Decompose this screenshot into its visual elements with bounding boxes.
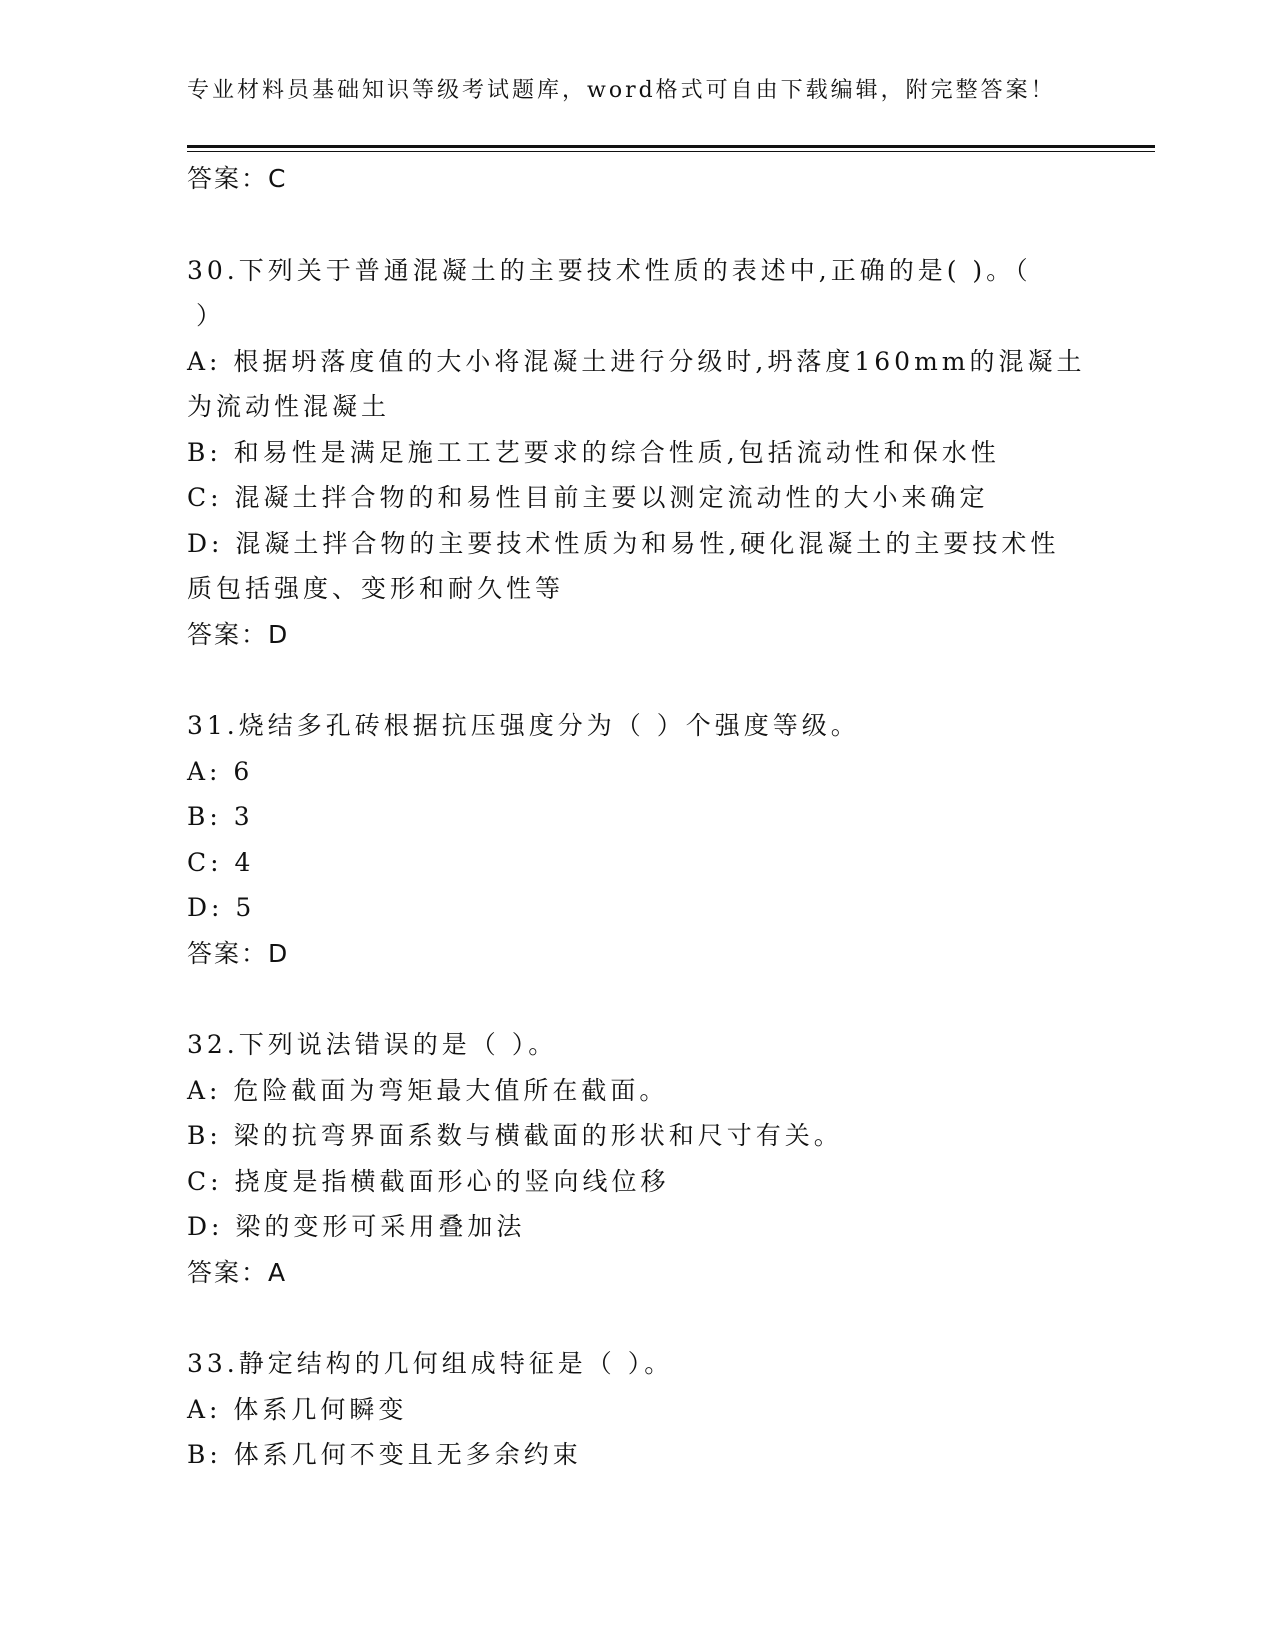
correct-answer: 答案：D — [187, 938, 290, 968]
answer-option: A: 根据坍落度值的大小将混凝土进行分级时,坍落度160mm的混凝土 — [187, 346, 1086, 376]
answer-option: B: 体系几何不变且无多余约束 — [187, 1440, 582, 1469]
answer-option: C: 4 — [187, 847, 255, 877]
question-block — [187, 1341, 1087, 1478]
header-rule-thin — [187, 151, 1155, 152]
correct-answer: 答案：A — [187, 1257, 288, 1287]
answer-option: 质包括强度、变形和耐久性等 — [187, 574, 565, 603]
answer-option: D: 梁的变形可采用叠加法 — [187, 1212, 526, 1241]
question-stem: ） — [196, 301, 226, 330]
page-header: 专业材料员基础知识等级考试题库，word格式可自由下载编辑，附完整答案！ — [187, 78, 1056, 103]
answer-option: B: 梁的抗弯界面系数与横截面的形状和尺寸有关。 — [187, 1121, 843, 1150]
question-block — [187, 703, 1087, 976]
answer-option: A: 体系几何瞬变 — [187, 1394, 408, 1424]
answer-option: A: 危险截面为弯矩最大值所在截面。 — [187, 1075, 669, 1105]
previous-answer: 答案：C — [187, 164, 288, 193]
answer-option: B: 3 — [187, 802, 254, 831]
question-list — [187, 248, 1087, 1478]
question-block — [187, 248, 1087, 658]
answer-option: C: 混凝土拌合物的和易性目前主要以测定流动性的大小来确定 — [187, 483, 989, 512]
answer-option: 为流动性混凝土 — [187, 392, 391, 421]
question-stem: 30.下列关于普通混凝土的主要技术性质的表述中,正确的是( )。（ — [187, 255, 1032, 285]
question-stem: 31.烧结多孔砖根据抗压强度分为（ ）个强度等级。 — [187, 711, 860, 740]
question-stem: 33.静定结构的几何组成特征是（ ）。 — [187, 1349, 674, 1378]
correct-answer: 答案：D — [187, 619, 290, 649]
answer-option: D: 5 — [187, 893, 256, 922]
answer-option: B: 和易性是满足施工工艺要求的综合性质,包括流动性和保水性 — [187, 437, 1000, 467]
answer-option: A: 6 — [187, 756, 254, 786]
answer-option: D: 混凝土拌合物的主要技术性质为和易性,硬化混凝土的主要技术性 — [187, 528, 1060, 558]
question-block — [187, 1022, 1087, 1295]
question-stem: 32.下列说法错误的是（ ）。 — [187, 1030, 558, 1059]
question-content — [187, 156, 1087, 1524]
answer-option: C: 挠度是指横截面形心的竖向线位移 — [187, 1166, 670, 1196]
header-rule-thick — [187, 145, 1155, 148]
